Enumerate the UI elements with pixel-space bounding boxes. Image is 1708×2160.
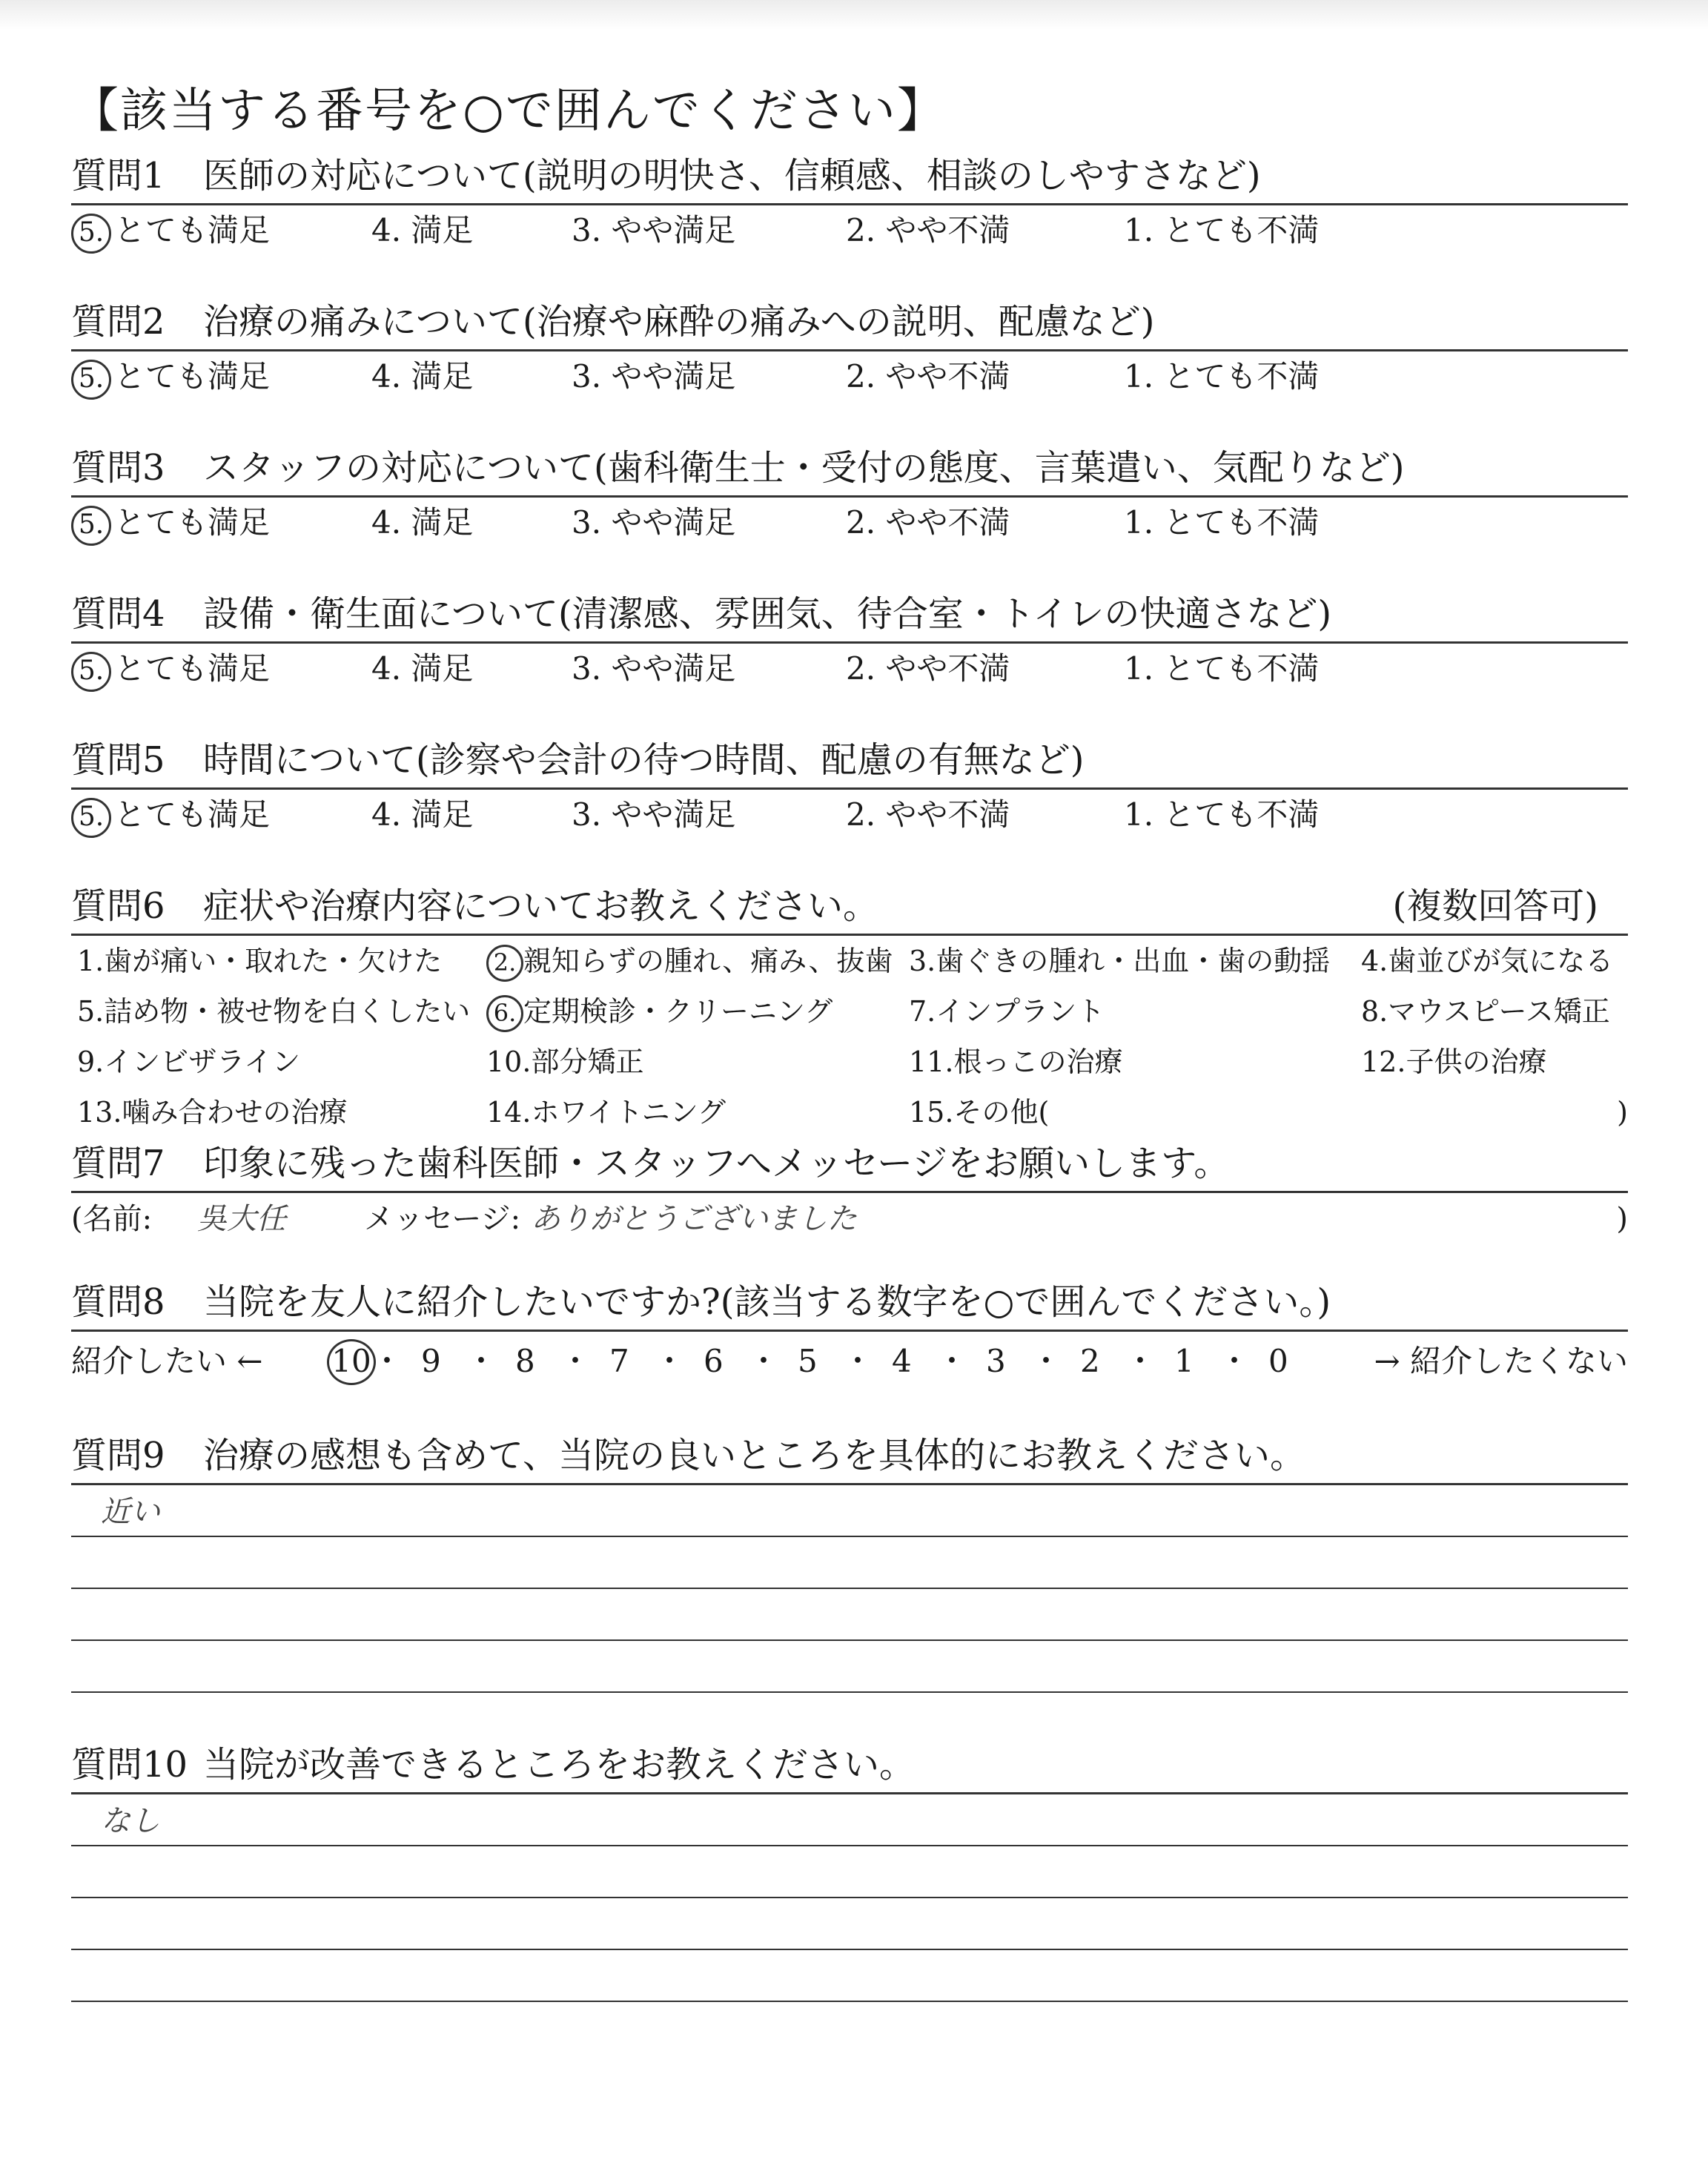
scale-value[interactable]: 2 xyxy=(1080,1343,1100,1379)
option-very-satisfied[interactable] xyxy=(71,498,270,548)
option-label: とても満足 xyxy=(114,358,271,394)
close-paren: ) xyxy=(1616,1202,1628,1236)
satisfaction-options xyxy=(71,498,1628,548)
scale-value[interactable]: 5 xyxy=(798,1343,818,1379)
option-number: 3. xyxy=(909,945,936,977)
option-4[interactable]: 2. やや不満 xyxy=(846,358,1010,394)
option-label: 根っこの治療 xyxy=(953,1046,1123,1078)
question-6-title xyxy=(71,879,1628,936)
question-number: 質問2 xyxy=(71,301,165,343)
option-4[interactable]: 2. やや不満 xyxy=(846,504,1010,541)
answer-text[interactable]: 近い xyxy=(101,1495,160,1529)
option-number: 5. xyxy=(77,995,105,1028)
message-value[interactable]: ありがとうございました xyxy=(531,1202,857,1236)
answer-line[interactable] xyxy=(71,1794,1628,1846)
treatment-option[interactable] xyxy=(909,986,1105,1037)
satisfaction-options xyxy=(71,205,1628,256)
option-number: 7. xyxy=(909,995,936,1028)
treatment-option[interactable] xyxy=(486,1037,643,1087)
scale-dot: ・ xyxy=(842,1343,874,1379)
option-number: 1. xyxy=(77,945,105,977)
scale-dot: ・ xyxy=(654,1343,686,1379)
option-5[interactable]: 1. とても不満 xyxy=(1124,358,1320,394)
scale-value[interactable]: 0 xyxy=(1268,1343,1288,1379)
question-1-title xyxy=(71,148,1628,205)
option-very-satisfied[interactable] xyxy=(71,644,270,694)
scale-value[interactable]: 1 xyxy=(1174,1343,1194,1379)
option-4[interactable]: 2. やや不満 xyxy=(846,212,1010,248)
answer-line[interactable] xyxy=(71,1589,1628,1641)
question-9-title xyxy=(71,1428,1628,1485)
circled-number: 5. xyxy=(71,506,111,546)
name-value[interactable]: 吳大任 xyxy=(197,1202,286,1236)
question-text: 当院を友人に紹介したいですか?(該当する数字を○で囲んでください。) xyxy=(203,1281,1331,1323)
answer-line[interactable] xyxy=(71,1485,1628,1537)
option-label: とても満足 xyxy=(114,796,271,833)
answer-text[interactable]: なし xyxy=(101,1804,160,1838)
treatment-option[interactable] xyxy=(77,936,442,986)
question-number: 質問3 xyxy=(71,447,165,489)
option-3[interactable]: 3. やや満足 xyxy=(572,358,736,394)
option-4[interactable]: 2. やや不満 xyxy=(846,796,1010,833)
question-7-title xyxy=(71,1136,1628,1193)
form-heading: 【該当する番号を○で囲んでください】 xyxy=(71,84,946,139)
option-number: 4. xyxy=(1361,945,1388,977)
question-4-title xyxy=(71,587,1628,644)
option-number: 8. xyxy=(1361,995,1388,1028)
option-very-satisfied[interactable] xyxy=(71,790,270,840)
scale-value[interactable]: 8 xyxy=(515,1343,535,1379)
scale-dot: ・ xyxy=(560,1343,592,1379)
question-number: 質問7 xyxy=(71,1143,165,1184)
question-number: 質問8 xyxy=(71,1281,165,1323)
option-number: 9. xyxy=(77,1046,105,1078)
question-3 xyxy=(71,440,1628,587)
option-number: 10. xyxy=(486,1046,532,1078)
treatment-option[interactable] xyxy=(1361,986,1610,1037)
question-text: 印象に残った歯科医師・スタッフへメッセージをお願いします。 xyxy=(203,1143,1230,1184)
message-label: メッセージ: xyxy=(364,1202,521,1236)
question-number: 質問5 xyxy=(71,739,165,781)
option-5[interactable]: 1. とても不満 xyxy=(1124,504,1320,541)
satisfaction-options xyxy=(71,790,1628,840)
option-number: 13. xyxy=(77,1096,122,1129)
question-2 xyxy=(71,294,1628,440)
question-text: 時間について(診察や会計の待つ時間、配慮の有無など) xyxy=(203,739,1085,781)
scan-edge xyxy=(0,0,1708,30)
scale-dot: ・ xyxy=(1219,1343,1251,1379)
treatment-options xyxy=(71,936,1628,1136)
scale-dot: ・ xyxy=(1030,1343,1062,1379)
option-label: 子供の治療 xyxy=(1406,1046,1547,1078)
option-label: インプラント xyxy=(936,995,1105,1028)
treatment-option[interactable] xyxy=(486,936,893,986)
option-label: 親知らずの腫れ、痛み、抜歯 xyxy=(523,945,893,977)
treatment-option[interactable] xyxy=(909,1087,1049,1137)
satisfaction-questions xyxy=(71,148,1628,879)
option-label: とても満足 xyxy=(114,650,271,687)
option-label: 詰め物・被せ物を白くしたい xyxy=(104,995,471,1028)
option-label: インビザライン xyxy=(104,1046,301,1078)
treatment-option[interactable] xyxy=(1361,936,1613,986)
option-3[interactable]: 3. やや満足 xyxy=(572,796,736,833)
recommend-scale xyxy=(71,1332,1628,1391)
scale-left-label: 紹介したい ← xyxy=(71,1343,263,1379)
scale-value[interactable]: 6 xyxy=(704,1343,724,1379)
scale-value[interactable]: 9 xyxy=(421,1343,441,1379)
option-5[interactable]: 1. とても不満 xyxy=(1124,212,1320,248)
treatment-option[interactable] xyxy=(77,986,470,1037)
option-number: 2. xyxy=(486,945,523,982)
question-8 xyxy=(71,1275,1628,1428)
circled-number: 5. xyxy=(71,214,111,254)
question-10 xyxy=(71,1737,1628,2002)
option-label: 定期検診・クリーニング xyxy=(523,995,833,1028)
option-label: 歯が痛い・取れた・欠けた xyxy=(104,945,443,977)
option-2[interactable]: 4. 満足 xyxy=(371,212,474,248)
treatment-option[interactable] xyxy=(486,1087,726,1137)
question-6 xyxy=(71,879,1628,1136)
option-2[interactable]: 4. 満足 xyxy=(371,796,474,833)
question-2-title xyxy=(71,294,1628,351)
treatment-option[interactable] xyxy=(1361,1037,1546,1087)
option-number: 14. xyxy=(486,1096,532,1129)
option-number: 12. xyxy=(1361,1046,1406,1078)
question-text: 医師の対応について(説明の明快さ、信頼感、相談のしやすさなど) xyxy=(203,155,1261,196)
treatment-option[interactable] xyxy=(1617,1087,1628,1137)
question-4 xyxy=(71,587,1628,733)
answer-line[interactable] xyxy=(71,1950,1628,2002)
scale-dot: ・ xyxy=(1125,1343,1156,1379)
scale-value[interactable]: 7 xyxy=(609,1343,629,1379)
question-8-title xyxy=(71,1275,1628,1332)
option-label: ) xyxy=(1617,1096,1628,1129)
treatment-option[interactable] xyxy=(77,1087,347,1137)
option-4[interactable]: 2. やや不満 xyxy=(846,650,1010,687)
circled-number: 5. xyxy=(71,652,111,692)
option-2[interactable]: 4. 満足 xyxy=(371,504,474,541)
option-number: 6. xyxy=(486,995,523,1032)
option-label: その他( xyxy=(953,1096,1050,1129)
question-number: 質問9 xyxy=(71,1435,165,1476)
answer-line[interactable] xyxy=(71,1537,1628,1589)
question-text: 症状や治療内容についてお教えください。 xyxy=(203,885,879,927)
option-5[interactable]: 1. とても不満 xyxy=(1124,796,1320,833)
message-row[interactable] xyxy=(71,1193,1628,1245)
option-number: 15. xyxy=(909,1096,954,1129)
scale-value[interactable]: 3 xyxy=(986,1343,1006,1379)
scale-dot: ・ xyxy=(748,1343,780,1379)
option-very-satisfied[interactable] xyxy=(71,205,270,256)
option-label: 歯ぐきの腫れ・出血・歯の動揺 xyxy=(936,945,1331,977)
question-number: 質問6 xyxy=(71,885,165,927)
question-text: 治療の感想も含めて、当院の良いところを具体的にお教えください。 xyxy=(203,1435,1306,1476)
option-5[interactable]: 1. とても不満 xyxy=(1124,650,1320,687)
option-2[interactable]: 4. 満足 xyxy=(371,650,474,687)
question-10-title xyxy=(71,1737,1628,1794)
circled-number: 5. xyxy=(71,360,111,400)
scale-value[interactable]: 10 xyxy=(327,1339,376,1385)
question-number: 質問4 xyxy=(71,593,165,635)
satisfaction-options xyxy=(71,644,1628,694)
question-9 xyxy=(71,1428,1628,1737)
option-3[interactable]: 3. やや満足 xyxy=(572,212,736,248)
treatment-option[interactable] xyxy=(909,936,1330,986)
scale-dot: ・ xyxy=(371,1343,403,1379)
option-label: ホワイトニング xyxy=(531,1096,726,1129)
satisfaction-options xyxy=(71,351,1628,402)
treatment-option[interactable] xyxy=(486,986,833,1037)
question-text: 当院が改善できるところをお教えください。 xyxy=(203,1744,916,1786)
option-number: 11. xyxy=(909,1046,954,1078)
question-text: スタッフの対応について(歯科衛生士・受付の態度、言葉遣い、気配りなど) xyxy=(203,447,1405,489)
question-number: 質問10 xyxy=(71,1744,188,1786)
option-label: 歯並びが気になる xyxy=(1388,945,1614,977)
option-very-satisfied[interactable] xyxy=(71,351,270,402)
option-label: とても満足 xyxy=(114,212,271,248)
name-label: (名前: xyxy=(71,1202,153,1236)
question-text: 設備・衛生面について(清潔感、雰囲気、待合室・トイレの快適さなど) xyxy=(203,593,1332,635)
treatment-option[interactable] xyxy=(77,1037,300,1087)
answer-line[interactable] xyxy=(71,1641,1628,1693)
multiple-answer-note: (複数回答可) xyxy=(1392,885,1598,927)
question-text: 治療の痛みについて(治療や麻酔の痛みへの説明、配慮など) xyxy=(203,301,1155,343)
option-label: 部分矯正 xyxy=(531,1046,644,1078)
survey-form xyxy=(71,52,1628,2002)
scale-right-label: → 紹介したくない xyxy=(1374,1343,1628,1379)
question-1 xyxy=(71,148,1628,294)
circled-number: 5. xyxy=(71,798,111,838)
option-2[interactable]: 4. 満足 xyxy=(371,358,474,394)
scale-value[interactable]: 4 xyxy=(892,1343,912,1379)
answer-line[interactable] xyxy=(71,1898,1628,1950)
option-label: マウスピース矯正 xyxy=(1388,995,1610,1028)
option-label: とても満足 xyxy=(114,504,271,541)
question-7 xyxy=(71,1136,1628,1275)
option-3[interactable]: 3. やや満足 xyxy=(572,504,736,541)
scale-dot: ・ xyxy=(466,1343,497,1379)
treatment-option[interactable] xyxy=(909,1037,1122,1087)
scale-dot: ・ xyxy=(936,1343,968,1379)
question-number: 質問1 xyxy=(71,155,165,196)
question-5 xyxy=(71,733,1628,879)
option-3[interactable]: 3. やや満足 xyxy=(572,650,736,687)
question-3-title xyxy=(71,440,1628,498)
option-label: 噛み合わせの治療 xyxy=(122,1096,348,1129)
answer-line[interactable] xyxy=(71,1846,1628,1898)
question-5-title xyxy=(71,733,1628,790)
